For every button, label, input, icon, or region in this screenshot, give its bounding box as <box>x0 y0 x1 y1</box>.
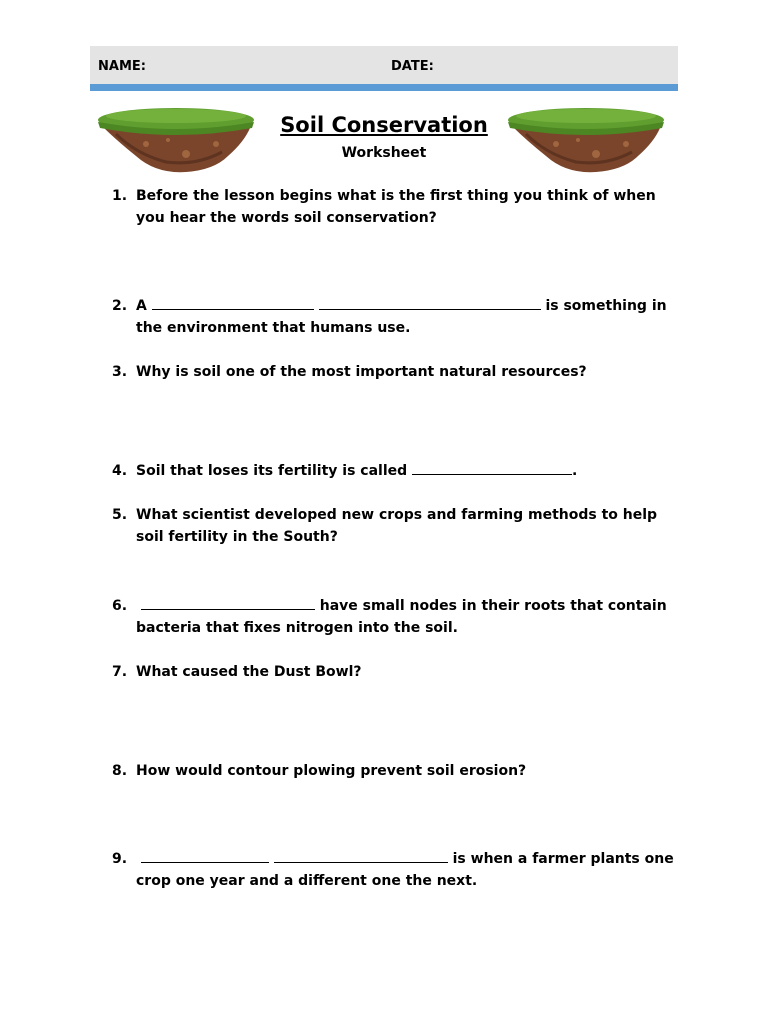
question-4: 4. Soil that loses its fertility is called . <box>112 463 578 479</box>
header-rule <box>90 84 678 91</box>
answer-blank[interactable] <box>412 461 572 475</box>
answer-blank[interactable] <box>274 849 448 863</box>
question-8: 8. How would contour plowing prevent soil erosion? <box>112 763 527 779</box>
question-3: 3. Why is soil one of the most important natural resources? <box>112 364 587 380</box>
question-7: 7. What caused the Dust Bowl? <box>112 664 362 680</box>
name-label: NAME: <box>98 59 146 74</box>
date-label: DATE: <box>391 59 434 74</box>
answer-blank[interactable] <box>141 849 269 863</box>
question-9: 9. is when a farmer plants one crop one year and a different one the next. <box>112 851 674 889</box>
answer-blank[interactable] <box>152 296 314 310</box>
answer-blank[interactable] <box>319 296 541 310</box>
question-6: 6. have small nodes in their roots that contain bacteria that fixes nitrogen into the soil. <box>112 598 667 636</box>
question-2: 2. A is something in the environment that humans use. <box>112 298 667 336</box>
answer-blank[interactable] <box>141 596 315 610</box>
question-5: 5. What scientist developed new crops and farming methods to help soil fertility in the South? <box>112 507 658 545</box>
worksheet-title: Soil Conservation <box>280 113 488 137</box>
worksheet-subtitle: Worksheet <box>341 145 427 161</box>
header-bar <box>90 46 678 84</box>
question-1: 1. Before the lesson begins what is the first thing you think of when you hear the words soil conservation? <box>112 188 656 226</box>
